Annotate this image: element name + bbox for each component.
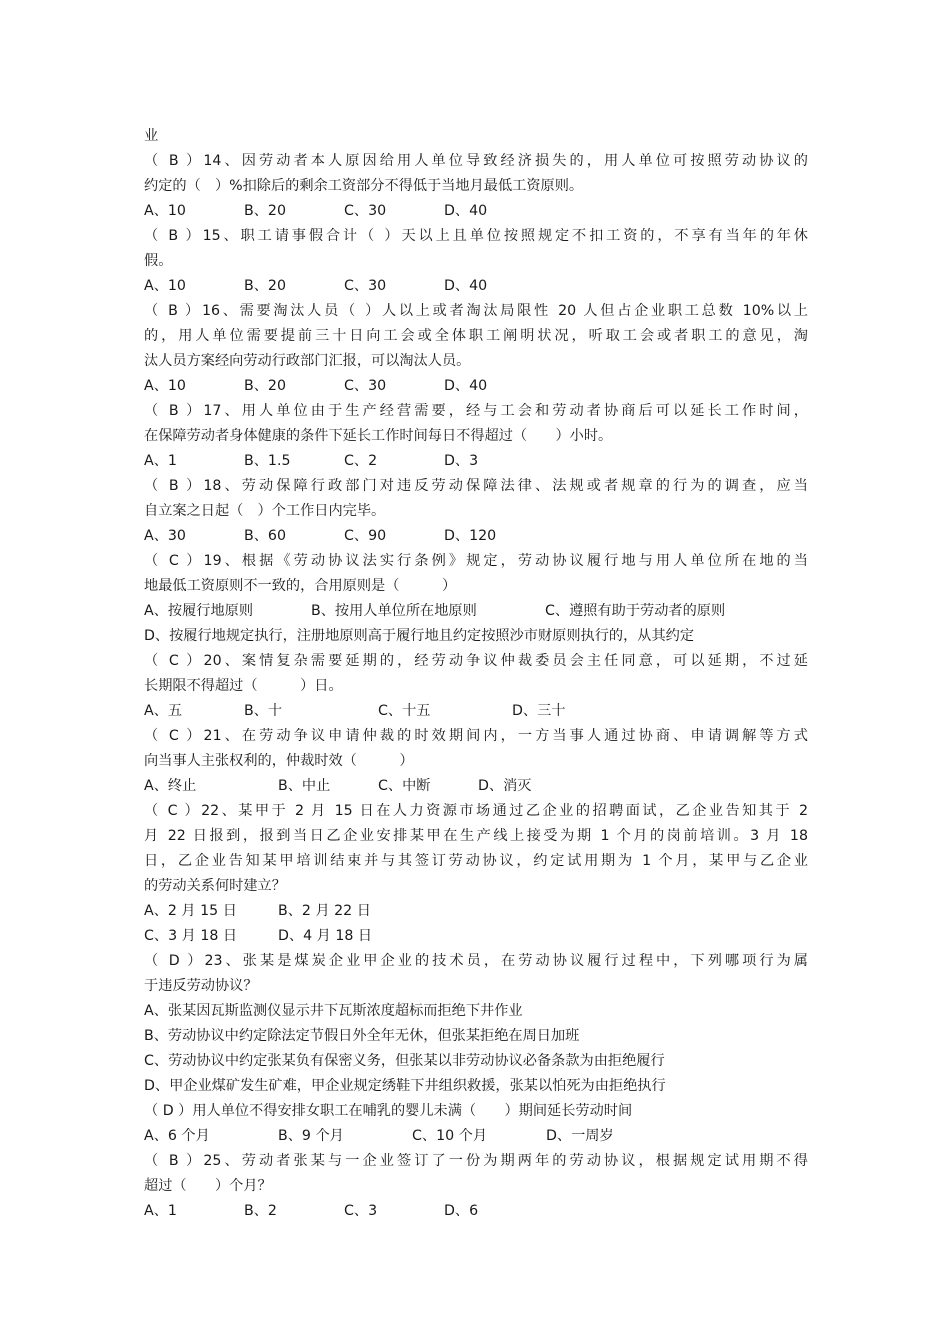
options-row [144,374,808,399]
question-17: （ B ）17、用人单位由于生产经营需要，经与工会和劳动者协商后可以延长工作时间， [144,403,808,419]
option-a: A、10 [144,203,186,219]
text-line: 向当事人主张权利的，仲裁时效（ ） [144,753,414,769]
option-b: B、劳动协议中约定除法定节假日外全年无休，但张某拒绝在周日加班 [144,1028,580,1044]
option-a: A、6 个月 [144,1128,210,1144]
text-line: 的，用人单位需要提前三十日向工会或全体职工阐明状况，听取工会或者职工的意见，淘 [144,328,808,344]
option-d: D、按履行地规定执行，注册地原则高于履行地且约定按照沙市财原则执行的，从其约定 [144,628,695,644]
option-c: C、3 月 18 日 [144,928,238,944]
text-line: 长期限不得超过（ ）日。 [144,678,343,694]
option-a: A、1 [144,1203,177,1219]
option-d: D、120 [444,528,497,544]
options-row [144,899,808,924]
option-d: D、40 [444,203,488,219]
option-c: C、30 [344,378,387,394]
option-c: C、遵照有助于劳动者的原则 [545,603,726,619]
option-a: A、按履行地原则 [144,603,254,619]
question-25: （ B ）25、劳动者张某与一企业签订了一份为期两年的劳动协议，根据规定试用期不得 [144,1153,808,1169]
option-b: B、1.5 [244,453,291,469]
option-a: A、10 [144,278,186,294]
option-b: B、20 [244,378,286,394]
text-line: 的劳动关系何时建立？ [144,878,286,894]
text-line: 日，乙企业告知某甲培训结束并与其签订劳动协议，约定试用期为 1 个月，某甲与乙企业 [144,853,808,869]
text-line: 在保障劳动者身体健康的条件下延长工作时间每日不得超过（ ）小时。 [144,428,613,444]
option-b: B、按用人单位所在地原则 [311,603,477,619]
options-row [144,599,808,624]
option-b: B、20 [244,203,286,219]
text-line: 假。 [144,253,173,269]
text-line: 汰人员方案经向劳动行政部门汇报，可以淘汰人员。 [144,353,471,369]
option-a: A、1 [144,453,177,469]
options-row [144,199,808,224]
option-b: B、十 [244,703,283,719]
option-b: B、20 [244,278,286,294]
question-14: （ B ）14、因劳动者本人原因给用人单位导致经济损失的，用人单位可按照劳动协议的 [144,153,808,169]
options-row [144,1124,808,1149]
question-23: （ D ）23、张某是煤炭企业甲企业的技术员，在劳动协议履行过程中，下列哪项行为属 [144,953,809,969]
option-c: C、3 [344,1203,378,1219]
option-c: C、十五 [378,703,431,719]
option-d: D、4 月 18 日 [278,928,373,944]
option-b: B、2 月 22 日 [278,903,371,919]
text-line: 超过（ ）个月？ [144,1178,272,1194]
option-d: D、3 [444,453,479,469]
question-15: （ B ）15、职工请事假合计（ ）天以上且单位按照规定不扣工资的，不享有当年的年休 [144,228,808,244]
option-c: C、10 个月 [412,1128,488,1144]
text-line: 地最低工资原则不一致的，合用原则是（ ） [144,578,457,594]
options-row [144,924,808,949]
option-a: A、10 [144,378,186,394]
option-d: D、消灭 [478,778,532,794]
question-20: （ C ）20、案情复杂需要延期的，经劳动争议仲裁委员会主任同意，可以延期，不过延 [144,653,808,669]
options-row [144,1199,808,1224]
options-row [144,774,808,799]
option-b: B、9 个月 [278,1128,344,1144]
option-a: A、五 [144,703,183,719]
option-d: D、一周岁 [546,1128,614,1144]
option-b: B、2 [244,1203,277,1219]
option-a: A、终止 [144,778,197,794]
option-c: C、30 [344,203,387,219]
option-a: A、2 月 15 日 [144,903,237,919]
text-line: 业 [144,128,159,144]
option-c: C、90 [344,528,387,544]
options-row [144,449,808,474]
option-d: D、三十 [512,703,566,719]
options-row [144,274,808,299]
text-line: 自立案之日起（ ）个工作日内完毕。 [144,503,386,519]
option-a: A、张某因瓦斯监测仪显示井下瓦斯浓度超标而拒绝下井作业 [144,1003,523,1019]
text-line: 约定的（ ）%扣除后的剩余工资部分不得低于当地月最低工资原则。 [144,178,584,194]
question-16: （ B ）16、需要淘汰人员（ ）人以上或者淘汰局限性 20 人但占企业职工总数 10%以上 [144,303,808,319]
question-24: （ D ）用人单位不得安排女职工在哺乳的婴儿未满（ ）期间延长劳动时间 [144,1103,633,1119]
question-22: （ C ）22、某甲于 2 月 15 日在人力资源市场通过乙企业的招聘面试，乙企业告知其于 2 [144,803,808,819]
option-d: D、40 [444,378,488,394]
option-b: B、中止 [278,778,331,794]
question-19: （ C ）19、根据《劳动协议法实行条例》规定，劳动协议履行地与用人单位所在地的当 [144,553,808,569]
options-row [144,699,808,724]
document-page [144,124,808,1224]
question-21: （ C ）21、在劳动争议申请仲裁的时效期间内，一方当事人通过协商、申请调解等方式 [144,728,808,744]
option-d: D、6 [444,1203,479,1219]
option-d: D、甲企业煤矿发生矿难，甲企业规定绣鞋下井组织救援，张某以怕死为由拒绝执行 [144,1078,666,1094]
option-c: C、30 [344,278,387,294]
option-a: A、30 [144,528,186,544]
option-b: B、60 [244,528,286,544]
question-18: （ B ）18、劳动保障行政部门对违反劳动保障法律、法规或者规章的行为的调查，应当 [144,478,808,494]
option-c: C、2 [344,453,378,469]
options-row [144,524,808,549]
option-c: C、劳动协议中约定张某负有保密义务，但张某以非劳动协议必备条款为由拒绝履行 [144,1053,665,1069]
option-c: C、中断 [378,778,431,794]
text-line: 月 22 日报到，报到当日乙企业安排某甲在生产线上接受为期 1 个月的岗前培训。3 月 18 [144,828,808,844]
text-line: 于违反劳动协议？ [144,978,258,994]
option-d: D、40 [444,278,488,294]
